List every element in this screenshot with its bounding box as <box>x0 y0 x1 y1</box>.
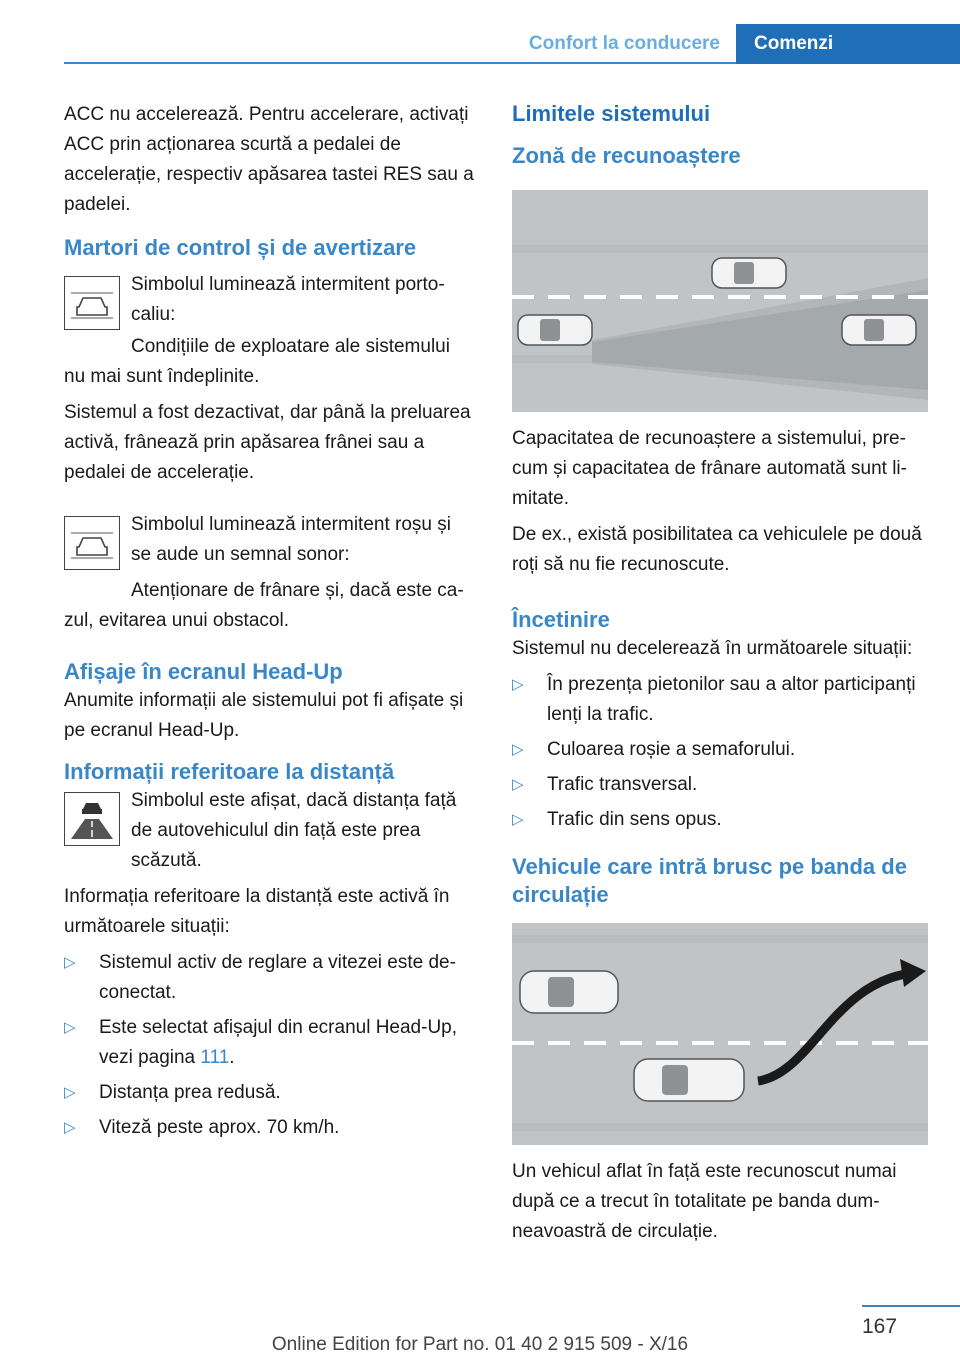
paragraph: Atenționare de frânare și, dacă este cazul, evitarea unui obstacol. <box>64 580 464 631</box>
indicator-text: Simbolul luminează intermitent roșu și se aude un semnal sonor: <box>131 514 451 565</box>
detection-zone-illustration <box>512 190 928 412</box>
heading-martori: Martori de control și de avertizare <box>64 235 417 260</box>
heading-vehicule: Vehicule care intră brusc pe banda de circulație <box>512 854 907 907</box>
distance-icon <box>64 792 120 846</box>
paragraph: Un vehicul aflat în față este recunoscut numai după ce a trecut în totalitate pe banda dumneavoastră de circulație. <box>512 1161 897 1242</box>
heading-info-distanta: Informații referitoare la distanță <box>64 759 395 784</box>
lane-change-illustration <box>512 923 928 1145</box>
list-item: ▷ Culoarea roșie a semaforului. <box>512 735 928 765</box>
heading-incetinire: Încetinire <box>512 607 610 632</box>
indicator-text: Simbolul luminează intermitent portocaliu: <box>131 274 445 325</box>
bullet-icon: ▷ <box>64 1019 76 1036</box>
bullet-icon: ▷ <box>64 954 76 971</box>
footer-edition: Online Edition for Part no. 01 40 2 915 509 - X/16 <box>271 1334 689 1355</box>
paragraph: De ex., există posibilitatea ca vehiculele pe două roți să nu fie recunoscute. <box>512 524 922 575</box>
heading-afisaje: Afișaje în ecranul Head-Up <box>64 659 343 684</box>
bullet-icon: ▷ <box>512 676 524 693</box>
paragraph: Sistemul nu decelerează în următoarele situații: <box>512 638 913 659</box>
paragraph: Sistemul a fost dezactivat, dar până la preluarea activă, frânează prin apăsarea frânei sau a pedalei de accelerație. <box>64 402 471 483</box>
footer-rule <box>862 1305 960 1307</box>
list-item: ▷ Este selectat afișajul din ecranul Head-Up, vezi pagina 111. <box>64 1013 476 1073</box>
page-number: 167 <box>862 1315 898 1338</box>
bullet-icon: ▷ <box>64 1084 76 1101</box>
bullet-icon: ▷ <box>512 741 524 758</box>
list-item: ▷ În prezența pietonilor sau a altor participanți lenți la trafic. <box>512 670 928 730</box>
indicator-row <box>64 510 476 570</box>
indicator-row <box>64 786 476 876</box>
right-column <box>512 100 928 1253</box>
paragraph: Anumite informații ale sistemului pot fi afișate și pe ecranul Head-Up. <box>64 690 464 741</box>
car-warning-red-icon <box>64 516 120 570</box>
list-item: ▷ Viteză peste aprox. 70 km/h. <box>64 1113 476 1143</box>
no-deceleration-list <box>512 670 928 835</box>
list-item: ▷ Trafic transversal. <box>512 770 928 800</box>
page-link[interactable]: 111 <box>200 1047 230 1068</box>
heading-zona: Zonă de recunoaștere <box>512 143 741 168</box>
paragraph: ACC nu accelerează. Pentru accelerare, activați ACC prin acționarea scurtă a pedalei de accelerație, respectiv apăsarea tastei RES sau a padelei. <box>64 104 474 215</box>
header-tab[interactable]: Comenzi <box>736 24 960 64</box>
situations-list <box>64 948 476 1143</box>
left-column <box>64 100 476 1148</box>
indicator-row <box>64 270 476 330</box>
paragraph: Capacitatea de recunoaștere a sistemului, precum și capacitatea de frânare automată sunt limitate. <box>512 428 907 509</box>
list-item: ▷ Sistemul activ de reglare a vitezei este deconectat. <box>64 948 476 1008</box>
header-section: Confort la conducere <box>528 33 720 54</box>
list-item: ▷ Trafic din sens opus. <box>512 805 928 835</box>
list-item: ▷ Distanța prea redusă. <box>64 1078 476 1108</box>
heading-limite: Limitele sistemului <box>512 101 711 126</box>
indicator-text: Simbolul este afișat, dacă distanța față de autovehiculul din față este prea scăzută. <box>131 790 457 871</box>
bullet-icon: ▷ <box>512 811 524 828</box>
bullet-icon: ▷ <box>512 776 524 793</box>
bullet-icon: ▷ <box>64 1119 76 1136</box>
car-warning-icon <box>64 276 120 330</box>
paragraph: Condițiile de exploatare ale sistemului nu mai sunt îndeplinite. <box>64 336 450 387</box>
paragraph: Informația referitoare la distanță este activă în următoarele situații: <box>64 886 450 937</box>
